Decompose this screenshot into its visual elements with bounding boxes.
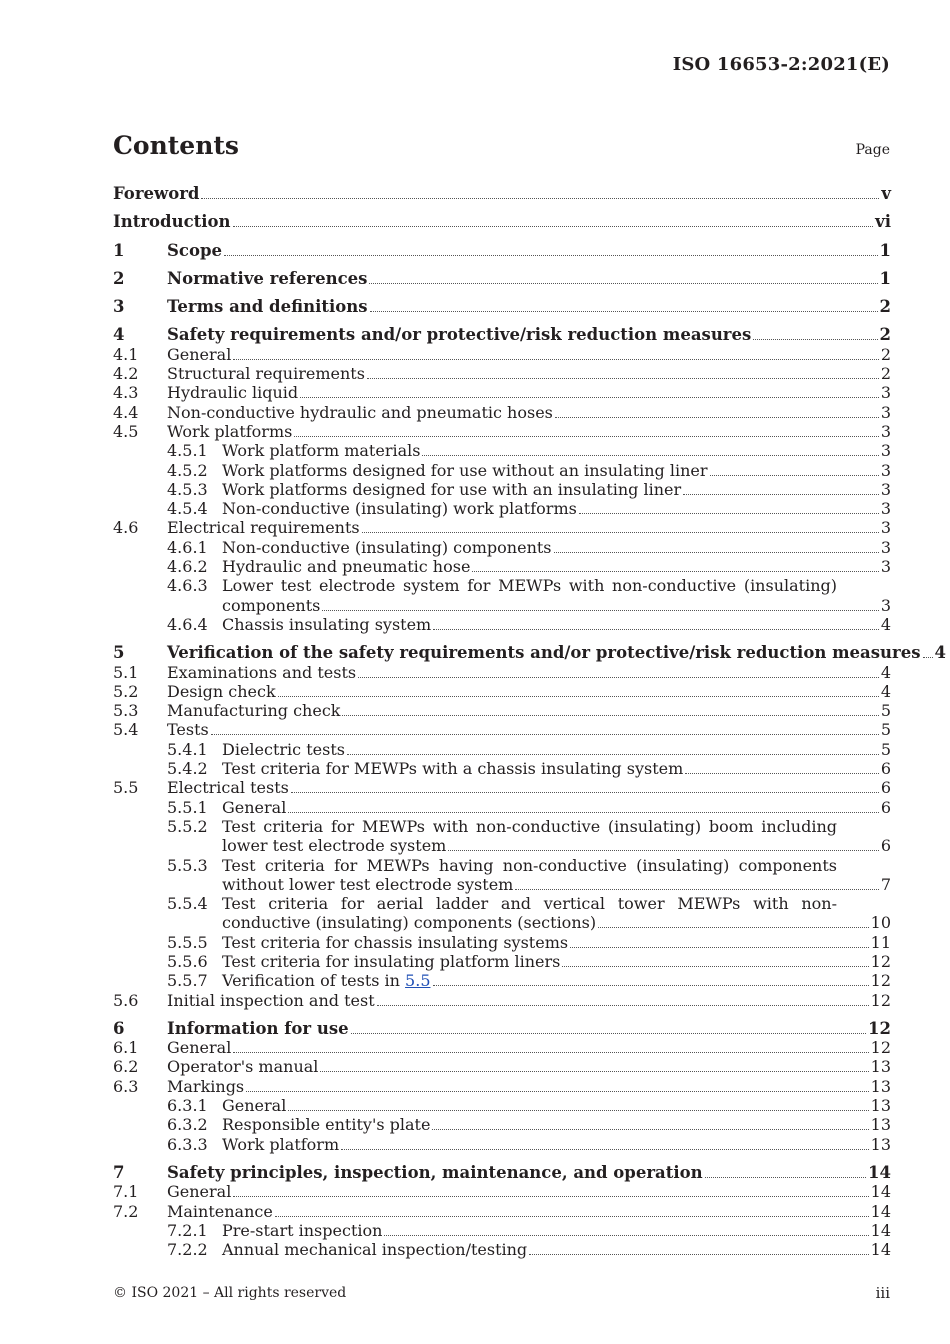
- toc-entry-number: 5: [113, 643, 125, 663]
- toc-entry-page: 1: [879, 240, 891, 260]
- toc-entry[interactable]: [113, 441, 891, 460]
- toc-entry-title: Non-conductive (insulating) work platforms: [222, 499, 577, 519]
- toc-entry-number: 4.6.1: [167, 537, 208, 557]
- toc-entry-title: Hydraulic and pneumatic hose: [222, 557, 471, 577]
- toc-entry-number: 7: [113, 1162, 125, 1182]
- toc-entry-title: General: [167, 1182, 232, 1202]
- dot-leader: [362, 532, 879, 533]
- dot-leader: [384, 1235, 868, 1236]
- dot-leader: [246, 1091, 869, 1092]
- toc-entry-number: 4.5: [113, 421, 139, 441]
- toc-entry[interactable]: [113, 1202, 891, 1221]
- toc-entry-title: General: [222, 797, 287, 817]
- toc-entry-number: 5.5.3: [167, 855, 208, 875]
- toc-entry[interactable]: [113, 817, 891, 856]
- toc-entry[interactable]: [113, 576, 891, 615]
- dot-leader: [705, 1177, 866, 1178]
- toc-entry-title: Test criteria for insulating platform liners: [222, 951, 561, 971]
- dot-leader: [347, 754, 879, 755]
- page-title: Contents: [113, 131, 240, 160]
- dot-leader: [351, 1033, 866, 1034]
- toc-entry-number: 6.3.2: [167, 1115, 208, 1135]
- dot-leader: [515, 889, 878, 890]
- toc-entry[interactable]: [113, 212, 891, 231]
- toc-entry[interactable]: [113, 345, 891, 364]
- toc-entry-title: Markings: [167, 1076, 245, 1096]
- toc-entry-title: Foreword: [113, 184, 200, 203]
- toc-entry-page: 3: [880, 460, 891, 480]
- toc-entry-number: 4: [113, 325, 125, 345]
- toc-entry-title: Electrical requirements: [167, 518, 360, 538]
- toc-entry-page: 5: [880, 739, 891, 759]
- dot-leader: [710, 475, 879, 476]
- toc-entry[interactable]: [113, 615, 891, 634]
- toc-entry-page: 3: [880, 383, 891, 403]
- toc-entry-number: 5.4.1: [167, 739, 208, 759]
- dot-leader: [432, 1129, 868, 1130]
- toc-entry[interactable]: [113, 740, 891, 759]
- dot-leader: [598, 927, 869, 928]
- toc-entry-title: Hydraulic liquid: [167, 383, 299, 403]
- toc-entry[interactable]: [113, 798, 891, 817]
- toc-entry-page: 1: [879, 268, 891, 288]
- toc-entry-number: 5.5.1: [167, 797, 208, 817]
- toc-entry-title: Test criteria for MEWPs with non-conductive (insulating) boom including: [222, 816, 837, 836]
- toc-entry[interactable]: [113, 403, 891, 422]
- toc-entry-title: Test criteria for chassis insulating systems: [222, 932, 569, 952]
- toc-entry-page: 2: [879, 297, 891, 317]
- dot-leader: [233, 359, 878, 360]
- toc-entry-page: 14: [870, 1201, 891, 1221]
- toc-entry-number: 3: [113, 297, 125, 317]
- toc-entry-title: Non-conductive (insulating) components: [222, 537, 552, 557]
- toc-entry-title: Introduction: [113, 212, 231, 232]
- toc-entry-title-continued: components: [222, 595, 321, 615]
- dot-leader: [570, 947, 869, 948]
- toc-entry-number: 7.2: [113, 1201, 139, 1221]
- toc-entry[interactable]: [113, 643, 946, 663]
- toc-entry[interactable]: [113, 269, 891, 288]
- toc-entry[interactable]: [113, 518, 891, 537]
- toc-entry-number: 1: [113, 240, 125, 260]
- toc-entry-number: 6.1: [113, 1038, 139, 1058]
- toc-entry-page: 14: [870, 1182, 891, 1202]
- toc-entry[interactable]: [113, 241, 891, 260]
- toc-entry-page: 14: [868, 1162, 891, 1182]
- toc-entry-title: Safety requirements and/or protective/risk reduction measures: [167, 325, 752, 345]
- toc-entry-page: 6: [880, 836, 891, 856]
- toc-entry-page: 11: [870, 932, 891, 952]
- toc-entry-page: 10: [870, 913, 891, 933]
- table-of-contents: [113, 184, 946, 1260]
- document-id: ISO 16653-2:2021(E): [672, 54, 890, 75]
- toc-entry-number: 4.2: [113, 364, 139, 384]
- toc-entry[interactable]: [113, 894, 891, 933]
- toc-entry-number: 6.3.3: [167, 1134, 208, 1154]
- toc-entry[interactable]: [113, 856, 891, 895]
- toc-entry-page: 14: [870, 1240, 891, 1260]
- toc-entry-title: Manufacturing check: [167, 701, 341, 721]
- toc-entry-page: 3: [880, 595, 891, 615]
- toc-entry-page: 12: [870, 990, 891, 1010]
- toc-entry-number: 5.6: [113, 990, 139, 1010]
- toc-entry-number: 5.5.4: [167, 894, 208, 914]
- toc-entry-page: v: [881, 184, 891, 203]
- toc-entry-page: 13: [870, 1115, 891, 1135]
- toc-entry-title: Pre-start inspection: [222, 1220, 383, 1240]
- toc-entry[interactable]: [113, 682, 891, 701]
- toc-entry-number: 5.3: [113, 701, 139, 721]
- toc-entry-page: 3: [880, 499, 891, 519]
- dot-leader: [472, 571, 878, 572]
- toc-entry[interactable]: [113, 325, 891, 344]
- toc-entry[interactable]: [113, 1163, 891, 1182]
- toc-entry-number: 5.4: [113, 720, 139, 740]
- toc-entry-title: General: [167, 344, 232, 364]
- toc-entry-page: 3: [880, 441, 891, 461]
- toc-entry-page: 4: [880, 614, 891, 634]
- toc-entry-page: 12: [868, 1018, 891, 1038]
- toc-entry-page: 14: [870, 1220, 891, 1240]
- dot-leader: [320, 1071, 868, 1072]
- dot-leader: [211, 734, 879, 735]
- dot-leader: [288, 1110, 868, 1111]
- cross-reference-link[interactable]: 5.5: [405, 971, 431, 991]
- toc-entry-number: 4.1: [113, 344, 139, 364]
- toc-entry-page: vi: [875, 212, 891, 232]
- toc-entry[interactable]: [113, 663, 891, 682]
- toc-entry-title: Scope: [167, 240, 223, 260]
- toc-entry-number: 6: [113, 1018, 125, 1038]
- toc-entry-number: 7.2.2: [167, 1240, 208, 1260]
- toc-entry-title: Non-conductive hydraulic and pneumatic hoses: [167, 402, 553, 422]
- dot-leader: [685, 773, 879, 774]
- dot-leader: [579, 513, 879, 514]
- toc-entry-page: 6: [880, 759, 891, 779]
- dot-leader: [300, 397, 879, 398]
- toc-entry-page: 5: [880, 701, 891, 721]
- toc-entry-number: 4.5.1: [167, 441, 208, 461]
- toc-entry-title: Electrical tests: [167, 778, 289, 798]
- toc-entry-number: 5.5.7: [167, 971, 208, 991]
- toc-entry-title: Dielectric tests: [222, 739, 345, 759]
- toc-entry-page: 3: [880, 537, 891, 557]
- toc-entry-page: 4: [934, 643, 946, 663]
- dot-leader: [683, 494, 879, 495]
- toc-entry[interactable]: [113, 538, 891, 557]
- toc-entry-title: Test criteria for MEWPs having non-conductive (insulating) components: [222, 855, 837, 875]
- dot-leader: [224, 255, 878, 256]
- toc-entry-page: 2: [880, 364, 891, 384]
- toc-entry-title: Maintenance: [167, 1201, 273, 1221]
- toc-entry-number: 4.5.4: [167, 499, 208, 519]
- toc-entry-title: Work platform: [222, 1134, 340, 1154]
- dot-leader: [422, 455, 878, 456]
- toc-entry[interactable]: [113, 701, 891, 720]
- toc-entry-page: 7: [880, 874, 891, 894]
- toc-entry-number: 5.5.5: [167, 932, 208, 952]
- toc-entry-title: Safety principles, inspection, maintenance, and operation: [167, 1162, 703, 1182]
- dot-leader: [555, 417, 879, 418]
- toc-entry-title: General: [167, 1038, 232, 1058]
- toc-entry-page: 12: [870, 951, 891, 971]
- toc-entry[interactable]: [113, 1115, 891, 1134]
- toc-entry[interactable]: [113, 933, 891, 952]
- toc-entry-title-continued: without lower test electrode system: [222, 874, 514, 894]
- toc-entry-number: 5.4.2: [167, 759, 208, 779]
- toc-entry-page: 5: [880, 720, 891, 740]
- toc-entry-title: Tests: [167, 720, 209, 740]
- dot-leader: [358, 677, 879, 678]
- toc-entry[interactable]: [113, 1077, 891, 1096]
- toc-entry-title: Normative references: [167, 268, 368, 288]
- toc-entry-number: 5.5.6: [167, 951, 208, 971]
- toc-entry-title: Chassis insulating system: [222, 614, 432, 634]
- toc-entry[interactable]: [113, 557, 891, 576]
- toc-entry-page: 13: [870, 1057, 891, 1077]
- toc-entry-title: Examinations and tests: [167, 662, 357, 682]
- toc-entry-page: 2: [879, 325, 891, 345]
- toc-entry-title-continued: lower test electrode system: [222, 836, 447, 856]
- toc-entry[interactable]: [113, 778, 891, 797]
- toc-entry-title: Work platforms: [167, 421, 293, 441]
- toc-entry-title: Design check: [167, 681, 276, 701]
- dot-leader: [233, 1052, 868, 1053]
- toc-entry[interactable]: [113, 383, 891, 402]
- dot-leader: [367, 378, 879, 379]
- toc-entry[interactable]: [113, 952, 891, 971]
- dot-leader: [233, 226, 874, 227]
- toc-entry[interactable]: [113, 1240, 891, 1259]
- toc-entry-page: 3: [880, 402, 891, 422]
- toc-entry-page: 3: [880, 479, 891, 499]
- toc-entry-page: 12: [870, 971, 891, 991]
- toc-entry[interactable]: [113, 461, 891, 480]
- toc-entry-title: Operator's manual: [167, 1057, 319, 1077]
- toc-entry-page: 12: [870, 1038, 891, 1058]
- toc-entry[interactable]: [113, 971, 891, 990]
- toc-entry[interactable]: [113, 991, 891, 1010]
- toc-entry-number: 5.1: [113, 662, 139, 682]
- toc-entry-title: Work platforms designed for use with an insulating liner: [222, 479, 682, 499]
- dot-leader: [923, 657, 933, 658]
- dot-leader: [342, 715, 878, 716]
- toc-entry-title: Annual mechanical inspection/testing: [222, 1240, 528, 1260]
- dot-leader: [369, 283, 877, 284]
- toc-entry-title-continued: conductive (insulating) components (sections): [222, 913, 597, 933]
- toc-entry-title: Test criteria for aerial ladder and vertical tower MEWPs with non-: [222, 894, 837, 914]
- dot-leader: [294, 436, 878, 437]
- toc-entry-number: 4.5.2: [167, 460, 208, 480]
- toc-entry-title: Work platforms designed for use without an insulating liner: [222, 460, 708, 480]
- toc-entry-page: 13: [870, 1134, 891, 1154]
- dot-leader: [753, 339, 877, 340]
- toc-entry-page: 13: [870, 1076, 891, 1096]
- toc-entry-number: 6.2: [113, 1057, 139, 1077]
- toc-entry-title: Terms and definitions: [167, 297, 368, 317]
- toc-entry-number: 7.1: [113, 1182, 139, 1202]
- dot-leader: [201, 198, 879, 199]
- toc-entry-page: 13: [870, 1096, 891, 1116]
- toc-entry-title: Initial inspection and test: [167, 990, 375, 1010]
- dot-leader: [433, 629, 879, 630]
- toc-entry-number: 5.2: [113, 681, 139, 701]
- toc-entry-number: 4.6.4: [167, 614, 208, 634]
- toc-entry-page: 3: [880, 421, 891, 441]
- dot-leader: [341, 1149, 869, 1150]
- copyright-notice: © ISO 2021 – All rights reserved: [113, 1285, 347, 1301]
- dot-leader: [529, 1254, 868, 1255]
- toc-entry-number: 2: [113, 268, 125, 288]
- toc-entry-page: 3: [880, 518, 891, 538]
- dot-leader: [448, 850, 878, 851]
- dot-leader: [288, 812, 878, 813]
- toc-entry-title: Lower test electrode system for MEWPs with non-conductive (insulating): [222, 576, 837, 596]
- toc-entry-page: 2: [880, 344, 891, 364]
- toc-entry-number: 4.6.3: [167, 576, 208, 596]
- toc-entry-number: 6.3.1: [167, 1096, 208, 1116]
- toc-entry-page: 4: [880, 662, 891, 682]
- toc-entry[interactable]: [113, 720, 891, 739]
- dot-leader: [377, 1005, 869, 1006]
- toc-entry[interactable]: [113, 1096, 891, 1115]
- toc-entry-title: Work platform materials: [222, 441, 421, 461]
- toc-entry[interactable]: [113, 1221, 891, 1240]
- dot-leader: [275, 1216, 869, 1217]
- page-number: iii: [875, 1284, 890, 1302]
- toc-entry-number: 4.3: [113, 383, 139, 403]
- toc-entry-number: 4.5.3: [167, 479, 208, 499]
- toc-entry-title: Verification of tests in: [222, 971, 406, 991]
- toc-entry-page: 6: [880, 778, 891, 798]
- toc-entry[interactable]: [113, 1135, 891, 1154]
- toc-entry[interactable]: [113, 1182, 891, 1201]
- toc-entry-title: Test criteria for MEWPs with a chassis insulating system: [222, 759, 684, 779]
- toc-entry[interactable]: [113, 1019, 891, 1038]
- toc-entry-number: 5.5: [113, 778, 139, 798]
- toc-entry[interactable]: [113, 184, 891, 203]
- toc-entry-title: Information for use: [167, 1018, 349, 1038]
- page-column-label: Page: [855, 142, 890, 158]
- toc-entry-title: Responsible entity's plate: [222, 1115, 431, 1135]
- dot-leader: [554, 552, 879, 553]
- dot-leader: [291, 792, 879, 793]
- dot-leader: [433, 985, 869, 986]
- dot-leader: [278, 696, 879, 697]
- dot-leader: [562, 966, 868, 967]
- toc-entry-number: 6.3: [113, 1076, 139, 1096]
- toc-entry-title: General: [222, 1096, 287, 1116]
- toc-entry[interactable]: [113, 759, 891, 778]
- toc-entry-number: 4.6: [113, 518, 139, 538]
- toc-entry[interactable]: [113, 297, 891, 316]
- dot-leader: [233, 1196, 868, 1197]
- toc-entry[interactable]: [113, 480, 891, 499]
- toc-entry[interactable]: [113, 499, 891, 518]
- toc-entry-number: 4.4: [113, 402, 139, 422]
- toc-entry[interactable]: [113, 1038, 891, 1057]
- toc-entry[interactable]: [113, 364, 891, 383]
- toc-entry-page: 6: [880, 797, 891, 817]
- toc-entry-page: 3: [880, 557, 891, 577]
- toc-entry-title: Structural requirements: [167, 364, 365, 384]
- dot-leader: [370, 311, 878, 312]
- toc-entry[interactable]: [113, 1057, 891, 1076]
- toc-entry[interactable]: [113, 422, 891, 441]
- toc-entry-number: 4.6.2: [167, 557, 208, 577]
- toc-entry-title: Verification of the safety requirements and/or protective/risk reduction measures: [167, 643, 921, 663]
- toc-entry-number: 7.2.1: [167, 1220, 208, 1240]
- toc-entry-number: 5.5.2: [167, 816, 208, 836]
- dot-leader: [322, 610, 878, 611]
- toc-entry-page: 4: [880, 681, 891, 701]
